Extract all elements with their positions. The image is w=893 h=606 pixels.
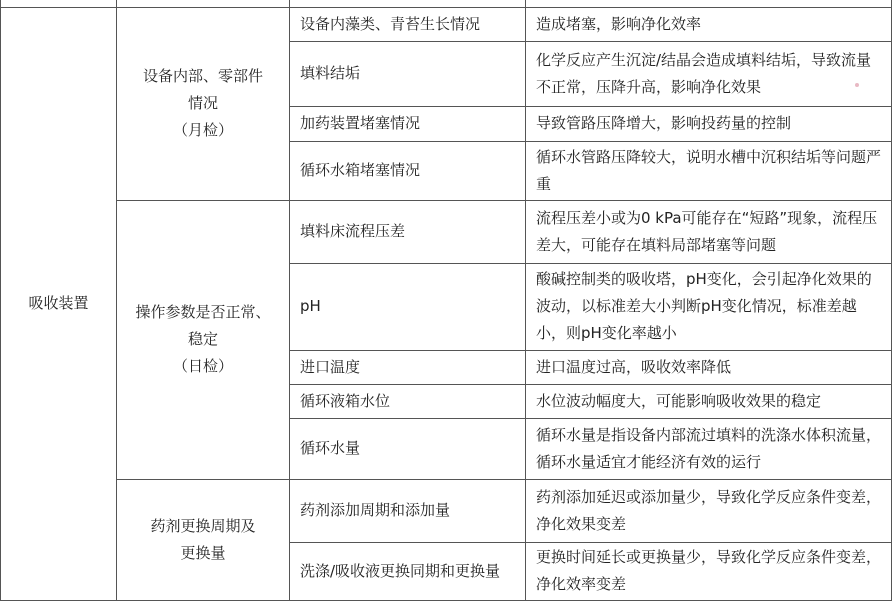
desc-cell: 进口温度过高，吸收效率降低: [526, 350, 892, 384]
item-cell: 填料床流程压差: [290, 200, 526, 263]
desc-cell: 化学反应产生沉淀/结晶会造成填料结垢，导致流量不正常，压降升高，影响净化效果: [526, 41, 892, 106]
group-label-line: 设备内部、零部件: [142, 67, 263, 85]
item-cell: pH: [290, 263, 526, 350]
item-cell: 设备内藻类、青苔生长情况: [290, 7, 526, 41]
desc-cell: 造成堵塞，影响净化效率: [526, 7, 892, 41]
group-label-monthly: [117, 7, 290, 200]
group-label-line: 情况: [187, 94, 218, 112]
table-row: [1, 200, 892, 263]
desc-cell: 导致管路压降增大，影响投药量的控制: [526, 106, 892, 141]
desc-cell: 更换时间延长或更换量少，导致化学反应条件变差，净化效率变差: [526, 542, 892, 600]
group-label-line: （日检）: [172, 357, 233, 375]
desc-cell: 循环水管路压降较大，说明水槽中沉积结垢等问题严重: [526, 141, 892, 200]
item-cell: 循环水箱堵塞情况: [290, 141, 526, 200]
pink-dot-mark: [855, 83, 859, 87]
desc-cell: 水位波动幅度大，可能影响吸收效果的稳定: [526, 384, 892, 418]
desc-cell: 流程压差小或为0 kPa可能存在“短路”现象，流程压差大，可能存在填料局部堵塞等问题: [526, 200, 892, 263]
item-cell: 填料结垢: [290, 41, 526, 106]
item-cell: 循环液箱水位: [290, 384, 526, 418]
group-label-line: 更换量: [180, 543, 226, 562]
group-label-line: 药剂更换周期及: [150, 516, 256, 535]
group-label-daily: [117, 200, 290, 479]
device-cell: 吸收装置: [1, 7, 117, 600]
table-row: [1, 7, 892, 41]
table-row-top-stub: [1, 0, 892, 7]
desc-cell: 酸碱控制类的吸收塔，pH变化，会引起净化效果的波动，以标准差大小判断pH变化情况，标准差越小，则pH变化率越小: [526, 263, 892, 350]
desc-cell: 药剂添加延迟或添加量少，导致化学反应条件变差，净化效果变差: [526, 479, 892, 542]
group-label-line: 稳定: [187, 330, 218, 348]
table-row: [1, 479, 892, 542]
item-cell: 进口温度: [290, 350, 526, 384]
group-label-line: （月检）: [172, 121, 233, 139]
item-cell: 药剂添加周期和添加量: [290, 479, 526, 542]
item-cell: 加药装置堵塞情况: [290, 106, 526, 141]
group-label-line: 操作参数是否正常、: [135, 303, 271, 321]
item-cell: 洗涤/吸收液更换同期和更换量: [290, 542, 526, 600]
desc-cell: 循环水量是指设备内部流过填料的洗涤水体积流量，循环水量适宜才能经济有效的运行: [526, 418, 892, 479]
item-cell: 循环水量: [290, 418, 526, 479]
group-label-reagent: [117, 479, 290, 600]
